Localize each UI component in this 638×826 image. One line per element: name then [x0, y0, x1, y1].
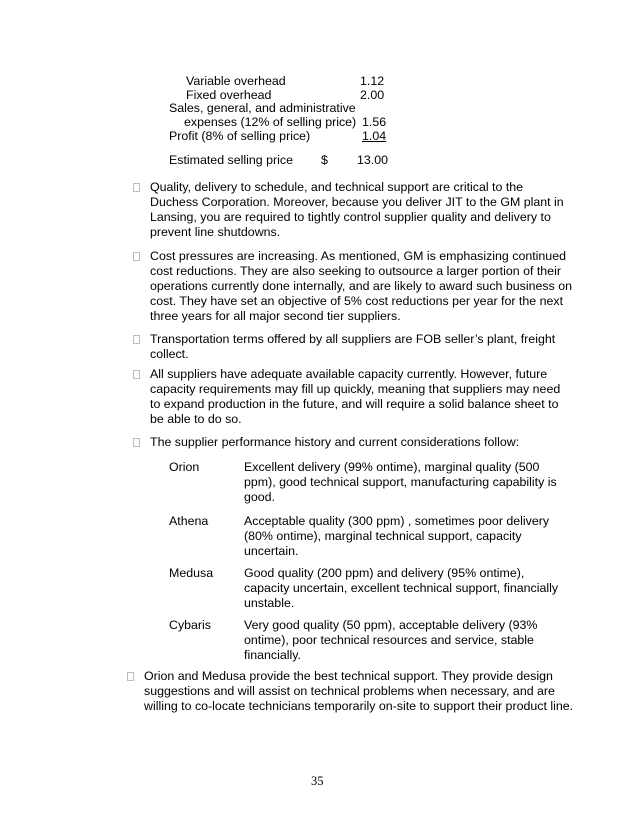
text-line: The supplier performance history and current considerations follow:	[150, 435, 520, 449]
text-line: Orion and Medusa provide the best technical support. They provide design	[144, 669, 553, 683]
supplier-desc-medusa	[244, 566, 558, 611]
text-line: cost reductions. They are also seeking to outsource a larger portion of their	[150, 264, 561, 278]
text-line: cost. They have set an objective of 5% cost reductions per year for the next	[150, 294, 564, 308]
text-line: Very good quality (50 ppm), acceptable delivery (93%	[244, 618, 538, 632]
cost-label-sga-line1: Sales, general, and administrative	[169, 101, 356, 115]
text-line: collect.	[150, 347, 189, 361]
bullet-icon	[133, 252, 140, 261]
bullet-paragraph-capacity	[150, 367, 560, 427]
text-line: willing to co-locate technicians temporarily on-site to support their product line.	[144, 699, 574, 713]
text-line: financially.	[244, 648, 301, 662]
bullet-paragraph-quality	[150, 180, 564, 240]
text-line: ontime), poor technical resources and service, stable	[244, 633, 534, 647]
bullet-icon	[133, 438, 140, 447]
text-line: three years for all major second tier suppliers.	[150, 309, 401, 323]
cost-value-variable-overhead: 1.12	[360, 74, 385, 88]
text-line: Cost pressures are increasing. As mentioned, GM is emphasizing continued	[150, 249, 566, 263]
text-line: prevent line shutdowns.	[150, 225, 281, 239]
text-line: good.	[244, 490, 276, 504]
bullet-paragraph-technical-support	[144, 669, 573, 714]
text-line: to expand production in the future, and will require a solid balance sheet to	[150, 397, 559, 411]
text-line: unstable.	[244, 596, 295, 610]
text-line: Quality, delivery to schedule, and technical support are critical to the	[150, 180, 524, 194]
bullet-paragraph-cost	[150, 249, 572, 324]
text-line: Excellent delivery (99% ontime), marginal quality (500	[244, 460, 540, 474]
text-line: Transportation terms offered by all suppliers are FOB seller’s plant, freight	[150, 332, 556, 346]
supplier-name-cybaris: Cybaris	[169, 618, 211, 632]
supplier-name-athena: Athena	[169, 514, 209, 528]
text-line: (80% ontime), marginal technical support, capacity	[244, 529, 522, 543]
bullet-icon	[133, 335, 140, 344]
supplier-name-orion: Orion	[169, 460, 200, 474]
cost-value-selling-price: 13.00	[357, 153, 389, 167]
text-line: ppm), good technical support, manufacturing capability is	[244, 475, 557, 489]
text-line: Duchess Corporation. Moreover, because you deliver JIT to the GM plant in	[150, 195, 564, 209]
text-line: uncertain.	[244, 544, 299, 558]
supplier-desc-athena	[244, 514, 549, 559]
text-line: capacity uncertain, excellent technical support, financially	[244, 581, 559, 595]
cost-label-fixed-overhead: Fixed overhead	[186, 88, 272, 102]
bullet-icon	[133, 183, 140, 192]
text-line: capacity requirements may fill up quickly, meaning that suppliers may need	[150, 382, 561, 396]
cost-value-sga: 1.56	[362, 115, 387, 129]
cost-label-selling-price: Estimated selling price	[169, 153, 293, 167]
cost-label-profit: Profit (8% of selling price)	[169, 129, 311, 143]
cost-label-sga-line2: expenses (12% of selling price)	[184, 115, 357, 129]
text-line: be able to do so.	[150, 412, 242, 426]
bullet-paragraph-supplier-intro	[150, 435, 519, 450]
cost-label-variable-overhead: Variable overhead	[186, 74, 286, 88]
bullet-paragraph-transportation	[150, 332, 555, 362]
bullet-icon	[127, 672, 134, 681]
bullet-icon	[133, 370, 140, 379]
supplier-name-medusa: Medusa	[169, 566, 214, 580]
cost-currency-selling-price: $	[321, 153, 328, 167]
cost-value-profit: 1.04	[362, 129, 387, 143]
text-line: All suppliers have adequate available capacity currently. However, future	[150, 367, 548, 381]
text-line: operations currently done internally, and are likely to award such business on	[150, 279, 572, 293]
text-line: suggestions and will assist on technical problems when necessary, and are	[144, 684, 555, 698]
supplier-desc-cybaris	[244, 618, 537, 663]
cost-value-fixed-overhead: 2.00	[360, 88, 385, 102]
text-line: Good quality (200 ppm) and delivery (95% ontime),	[244, 566, 525, 580]
page-number: 35	[311, 774, 324, 788]
text-line: Lansing, you are required to tightly control supplier quality and delivery to	[150, 210, 551, 224]
supplier-desc-orion	[244, 460, 557, 505]
text-line: Acceptable quality (300 ppm) , sometimes poor delivery	[244, 514, 550, 528]
